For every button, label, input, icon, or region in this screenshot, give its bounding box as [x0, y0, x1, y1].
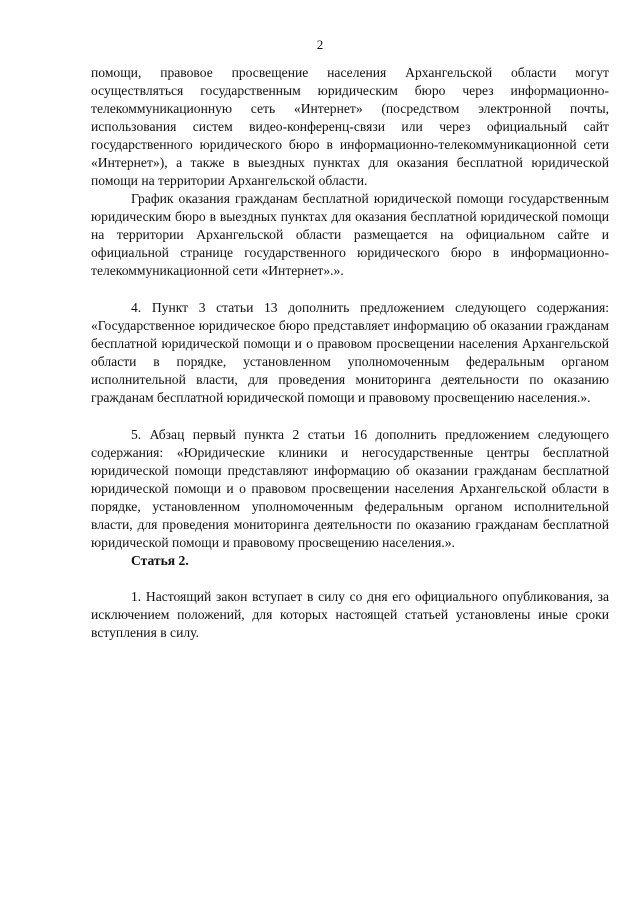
paragraph-continued: помощи, правовое просвещение населения Архангельской области могут осуществляться государственным юридическим бюро через информационно-телекоммуникационную сеть «Интернет» (посредством электронной почты, использования систем видео-конференц-связи или через официальный сайт государственного юридического бюро в информационно-телекоммуникационной сети «Интернет»), а также в выездных пунктах для оказания бесплатной юридической помощи на территории Архангельской области. — [91, 65, 609, 188]
amendment-item-5: 5. Абзац первый пункта 2 статьи 16 дополнить предложением следующего содержания: «Юридические клиники и негосударственные центры бесплатной юридической помощи представляют информацию об оказании гражданам бесплатной юридической помощи и о правовом просвещении населения Архангельской области в порядке, установленном уполномоченным федеральным органом исполнительной власти, для проведения мониторинга деятельности по оказанию гражданам бесплатной юридической помощи и правовому просвещению населения.». — [91, 427, 609, 550]
page-number: 2 — [316, 37, 324, 52]
amendment-item-4: 4. Пункт 3 статьи 13 дополнить предложением следующего содержания: «Государственное юридическое бюро представляет информацию об оказании гражданам бесплатной юридической помощи и о правовом просвещении населения Архангельской области в порядке, установленном уполномоченным федеральным органом исполнительной власти, для проведения мониторинга деятельности по оказанию гражданам бесплатной юридической помощи и правовому просвещению населения.». — [91, 300, 609, 405]
article-2-item-1: 1. Настоящий закон вступает в силу со дня его официального опубликования, за исключением положений, для которых настоящей статьей установлены иные сроки вступления в силу. — [91, 589, 609, 640]
document-body — [91, 64, 609, 642]
article-2-heading: Статья 2. — [131, 553, 189, 568]
paragraph-schedule: График оказания гражданам бесплатной юридической помощи государственным юридическим бюро в выездных пунктах для оказания бесплатной юридической помощи на территории Архангельской области размещается на официальном сайте и официальной странице государственного юридического бюро в информационно-телекоммуникационной сети «Интернет».». — [91, 191, 609, 278]
